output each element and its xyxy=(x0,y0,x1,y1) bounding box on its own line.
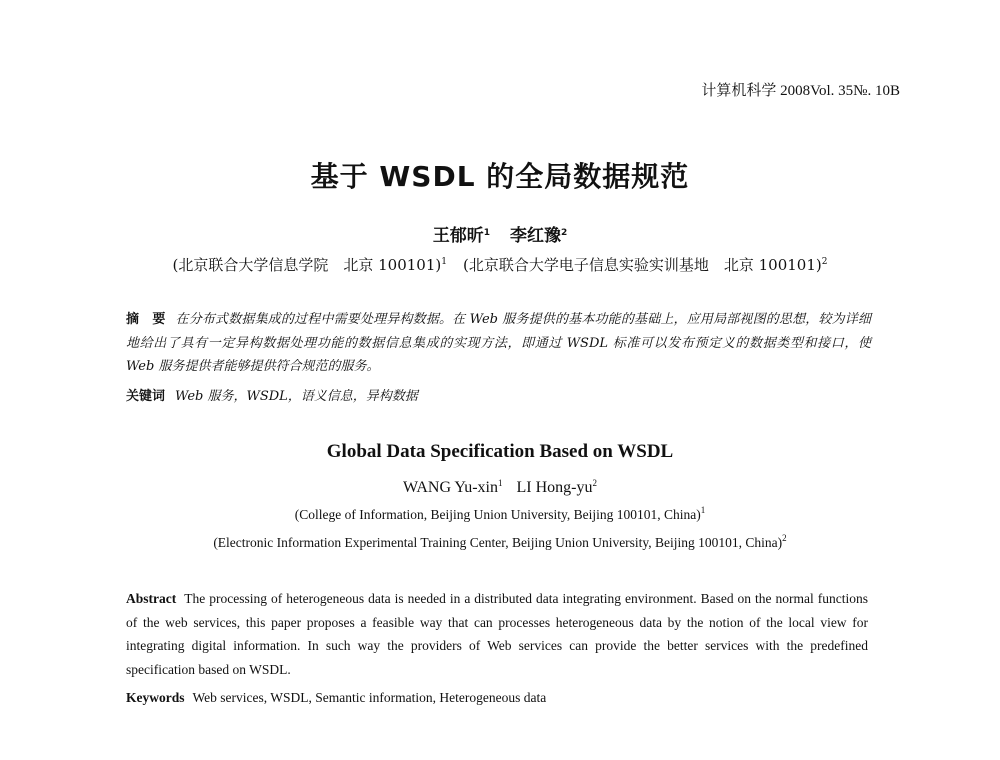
affiliation: (Electronic Information Experimental Training Center, Beijing Union University, Beijing 100101, China) xyxy=(213,535,783,550)
abstract-label-chinese: 摘 要 xyxy=(126,312,166,327)
journal-header: 计算机科学 2008Vol. 35№. 10B xyxy=(701,83,900,99)
keywords-english xyxy=(126,690,546,706)
paper-title-english: Global Data Specification Based on WSDL xyxy=(326,441,674,462)
keywords-chinese xyxy=(126,385,418,404)
affiliation: (College of Information, Beijing Union University, Beijing 100101, China) xyxy=(294,507,701,522)
abstract-english xyxy=(126,587,868,681)
author-list-chinese xyxy=(0,221,1000,246)
author-list-english xyxy=(0,479,1000,497)
affiliations-chinese xyxy=(0,254,1000,275)
author-name: 王郁昕 xyxy=(432,226,484,246)
author-affiliation-mark: 1 xyxy=(483,228,490,238)
keywords-text-english: Web services, WSDL, Semantic information, Heterogeneous data xyxy=(192,690,547,705)
abstract-label-english: Abstract xyxy=(126,591,177,606)
author-affiliation-mark: 2 xyxy=(561,228,568,238)
author-affiliation-mark: 2 xyxy=(592,478,597,488)
keywords-text-chinese: Web 服务，WSDL，语义信息，异构数据 xyxy=(175,389,418,404)
affiliation-english-1 xyxy=(0,507,1000,523)
affiliation-english-2 xyxy=(0,535,1000,551)
affiliation-mark: 1 xyxy=(700,505,706,515)
affiliation-mark: 2 xyxy=(782,533,787,543)
author-name: WANG Yu-xin xyxy=(403,479,498,496)
affiliation-mark: 1 xyxy=(441,257,447,267)
author-name: 李红豫 xyxy=(510,226,561,246)
author-affiliation-mark: 1 xyxy=(497,478,503,488)
author-name: LI Hong-yu xyxy=(516,479,593,496)
abstract-chinese xyxy=(126,308,871,379)
paper-title-chinese: 基于 WSDL 的全局数据规范 xyxy=(310,160,690,193)
keywords-label-chinese: 关键词 xyxy=(126,389,166,404)
abstract-text-english: The processing of heterogeneous data is needed in a distributed data integrating environment. Based on the normal functions of the web services, this paper proposes a feasible way that can processes heterogeneous data by the notion of the local view for integrating digital information. In such way the providers of Web services can provide the better services with the predefined specification based on WSDL. xyxy=(126,591,868,677)
affiliation-mark: 2 xyxy=(821,257,828,267)
keywords-label-english: Keywords xyxy=(126,690,185,705)
affiliation: (北京联合大学电子信息实验实训基地 北京 100101) xyxy=(462,256,822,274)
abstract-text-chinese: 在分布式数据集成的过程中需要处理异构数据。在 Web 服务提供的基本功能的基础上，应用局部视图的思想，较为详细地给出了具有一定异构数据处理功能的数据信息集成的实现方法，即通过 WSDL 标准可以发布预定义的数据类型和接口，使 Web 服务提供者能够提供符合规范的服务。 xyxy=(126,312,871,374)
affiliation: (北京联合大学信息学院 北京 100101) xyxy=(172,256,442,274)
